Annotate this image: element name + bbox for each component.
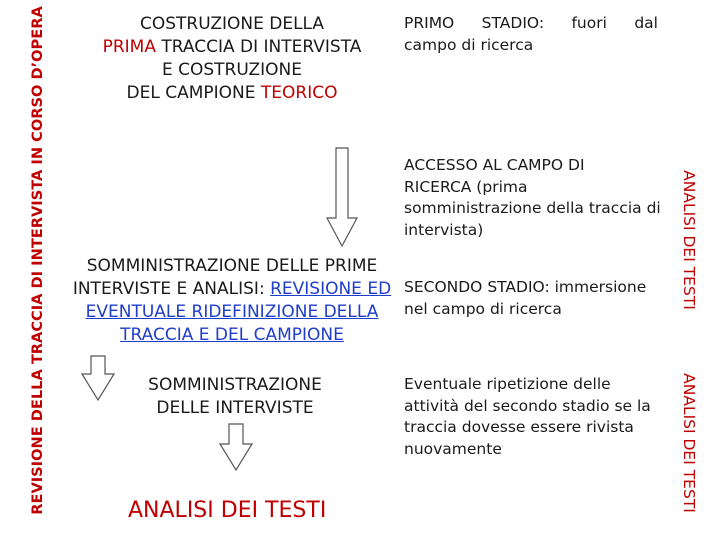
stage2-line2: nel campo di ricerca [404, 299, 562, 318]
step1-line2-rest: TRACCIA DI INTERVISTA [155, 37, 362, 57]
step3-box [120, 374, 350, 420]
step1-line4 [70, 82, 394, 105]
step2-revision-link[interactable]: REVISIONE ED [270, 279, 392, 299]
stage3-box [404, 374, 666, 460]
down-arrow-3 [218, 424, 254, 472]
step1-teorico: TEORICO [260, 83, 338, 103]
left-vertical-label-text: REVISIONE DELLA TRACCIA DI INTERVISTA IN CORSO D’OPERA [28, 5, 46, 515]
step1-line3: E COSTRUZIONE [161, 60, 303, 80]
stage-access-line1: ACCESSO AL CAMPO DI [404, 156, 585, 174]
step2-line4-link[interactable]: TRACCIA E DEL CAMPIONE [120, 325, 344, 345]
step1-line4-prefix: DEL CAMPIONE [126, 83, 261, 103]
step2-line3-link[interactable]: EVENTUALE RIDEFINIZIONE DELLA [85, 302, 379, 322]
step1-line2 [70, 36, 394, 59]
stage1-word4: dal [634, 14, 658, 32]
down-arrow-2 [80, 356, 116, 402]
down-arrow-1 [325, 148, 359, 248]
stage1-box [404, 13, 658, 56]
stage-access-line4: intervista) [404, 220, 484, 239]
step1-box [70, 13, 394, 105]
stage-access-line2: RICERCA (prima [404, 177, 528, 196]
stage1-word1: PRIMO [404, 14, 455, 32]
right-vertical-label-upper-text: ANALISI DEI TESTI [680, 170, 698, 310]
stage3-line4: nuovamente [404, 439, 502, 458]
right-vertical-label-lower [676, 360, 702, 525]
stage3-line3: traccia dovesse essere rivista [404, 418, 634, 436]
stage1-word2: STADIO: [481, 14, 545, 32]
stage1-line1 [404, 13, 658, 35]
stage1-word3: fuori [571, 14, 607, 32]
stage3-line1: Eventuale ripetizione delle [404, 375, 611, 393]
step3-line1: SOMMINISTRAZIONE [148, 375, 322, 395]
stage2-line1: SECONDO STADIO: immersione [404, 278, 647, 296]
stage1-line2: campo di ricerca [404, 35, 534, 54]
stage2-box [404, 277, 666, 320]
right-vertical-label-lower-text: ANALISI DEI TESTI [680, 372, 698, 513]
step2-line2 [68, 278, 396, 301]
step1-prima: PRIMA [102, 37, 156, 57]
stage-access-line3: somministrazione della traccia di [404, 199, 661, 217]
step4-analisi-testi: ANALISI DEI TESTI [128, 498, 327, 523]
right-vertical-label-upper [676, 140, 702, 340]
left-vertical-label [22, 0, 52, 520]
stage-access-box [404, 155, 666, 241]
step2-line1: SOMMINISTRAZIONE DELLE PRIME [86, 256, 378, 276]
step3-line2: DELLE INTERVISTE [156, 398, 314, 418]
stage3-line2: attività del secondo stadio se la [404, 396, 651, 415]
step2-box [68, 255, 396, 347]
step2-line2-prefix: INTERVISTE E ANALISI: [72, 279, 271, 299]
step1-line1: COSTRUZIONE DELLA [139, 14, 325, 34]
